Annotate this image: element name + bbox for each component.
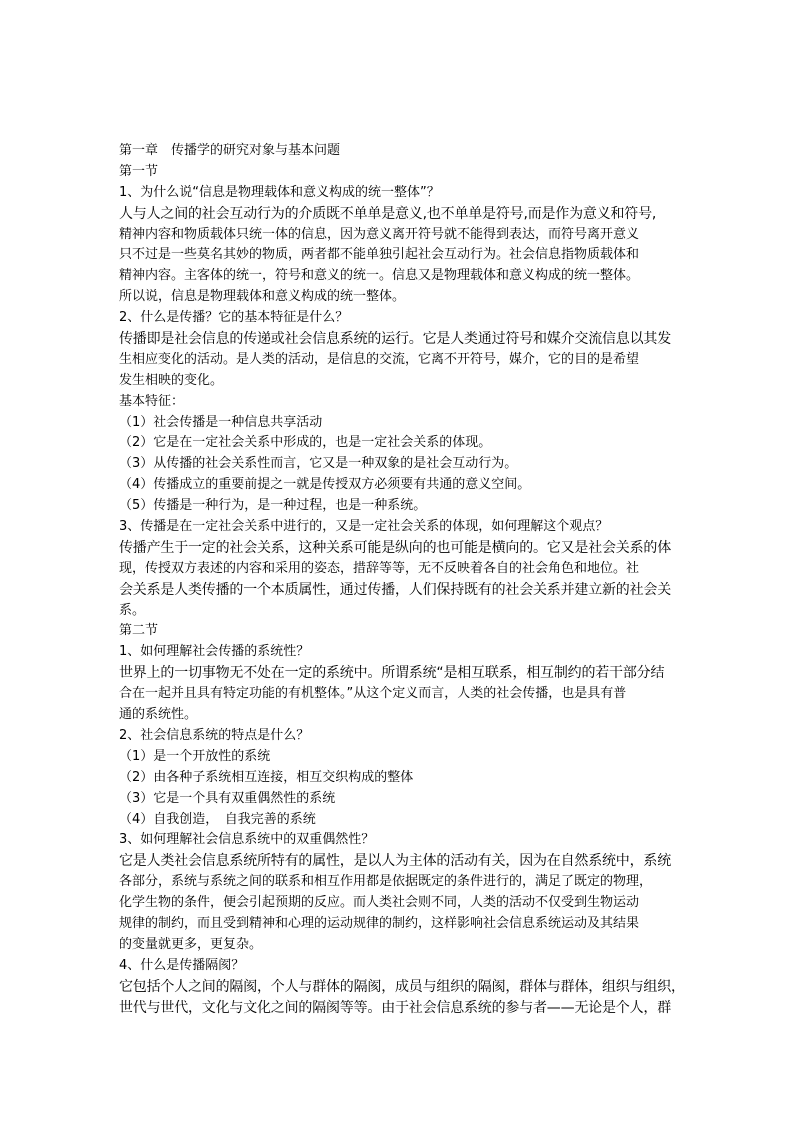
text-line: 精神内容。主客体的统一，符号和意义的统一。信息又是物理载体和意义构成的统一整体。 [119,268,640,284]
text-line: （3）它是一个具有双重偶然性的系统 [119,790,336,806]
text-line: 传播即是社会信息的传递或社会信息系统的运行。它是人类通过符号和媒介交流信息以其发 [119,331,671,348]
text-line: 人与人之间的社会互动行为的介质既不单单是意义,也不单单是符号,而是作为意义和符号, [119,205,657,222]
text-line: 传播产生于一定的社会关系，这种关系可能是纵向的也可能是横向的。它又是社会关系的体 [119,539,671,556]
text-line: 规律的制约，而且受到精神和心理的运动规律的制约，这样影响社会信息系统运动及其结果 [119,915,640,931]
text-line: 精神内容和物质载体只统一体的信息，因为意义离开符号就不能得到表达，而符号离开意义 [119,226,640,242]
text-line: 系。 [119,602,146,618]
text-line: 的变量就更多，更复杂。 [119,936,263,952]
text-line: 1、为什么说“信息是物理载体和意义构成的统一整体”？ [119,184,440,200]
text-line: 发生相映的变化。 [119,372,224,388]
text-line: 会关系是人类传播的一个本质属性，通过传播，人们保持既有的社会关系并建立新的社会关 [119,581,671,598]
text-line: （5）传播是一种行为，是一种过程，也是一种系统。 [119,498,427,514]
text-line: （4）传播成立的重要前提之一就是传授双方必须要有共通的意义空间。 [119,477,531,493]
text-line: （2）它是在一定社会关系中形成的，也是一定社会关系的体现。 [119,435,492,451]
text-line: （3）从传播的社会关系性而言，它又是一种双象的是社会互动行为。 [119,456,518,472]
text-line: 通的系统性。 [119,707,198,723]
text-line: 世界上的一切事物无不处在一定的系统中。所谓系统“是相互联系，相互制约的若干部分结 [119,665,665,682]
text-line: （2）由各种子系统相互连接，相互交织构成的整体 [119,769,414,785]
text-line: （1）是一个开放性的系统 [119,748,271,764]
text-line: 2、什么是传播？它的基本特征是什么？ [119,310,349,326]
text-line: 各部分，系统与系统之间的联系和相互作用都是依据既定的条件进行的，满足了既定的物理， [119,874,653,890]
text-line: 它是人类社会信息系统所特有的属性，是以人为主体的活动有关，因为在自然系统中，系统 [119,853,671,870]
text-line: 现，传授双方表述的内容和采用的姿态，措辞等等，无不反映着各自的社会角色和地位。社 [119,560,640,576]
text-line: 只不过是一些莫名其妙的物质，两者都不能单独引起社会互动行为。社会信息指物质载体和 [119,247,640,263]
text-line: 合在一起并且具有特定功能的有机整体。”从这个定义而言，人类的社会传播，也是具有普 [119,686,627,702]
text-line: 化学生物的条件，便会引起预期的反应。而人类社会则不同，人类的活动不仅受到生物运动 [119,895,640,911]
text-line: 2、社会信息系统的特点是什么？ [119,727,310,743]
text-line: 第一章 传播学的研究对象与基本问题 [119,143,341,158]
text-line: 世代与世代，文化与文化之间的隔阂等等。由于社会信息系统的参与者——无论是个人，群 [119,999,671,1016]
text-line: 1、如何理解社会传播的系统性？ [119,644,310,660]
text-line: 3、传播是在一定社会关系中进行的，又是一定社会关系的体现，如何理解这个观点？ [119,519,609,535]
text-line: 基本特征： [119,393,185,409]
text-line: 它包括个人之间的隔阂，个人与群体的隔阂，成员与组织的隔阂，群体与群体，组织与组织， [119,978,685,995]
document-body [119,141,689,1018]
text-line: 生相应变化的活动。是人类的活动，是信息的交流，它离不开符号，媒介，它的目的是希望 [119,351,640,367]
text-line: 第一节 [119,163,159,179]
text-line: 4、什么是传播隔阂？ [119,957,245,973]
text-line: （1）社会传播是一种信息共享活动 [119,414,323,430]
text-line: 第二节 [119,623,159,639]
text-line: 所以说，信息是物理载体和意义构成的统一整体。 [119,289,406,305]
text-line: （4）自我创造， 自我完善的系统 [119,811,316,827]
text-line: 3、如何理解社会信息系统中的双重偶然性？ [119,832,375,848]
